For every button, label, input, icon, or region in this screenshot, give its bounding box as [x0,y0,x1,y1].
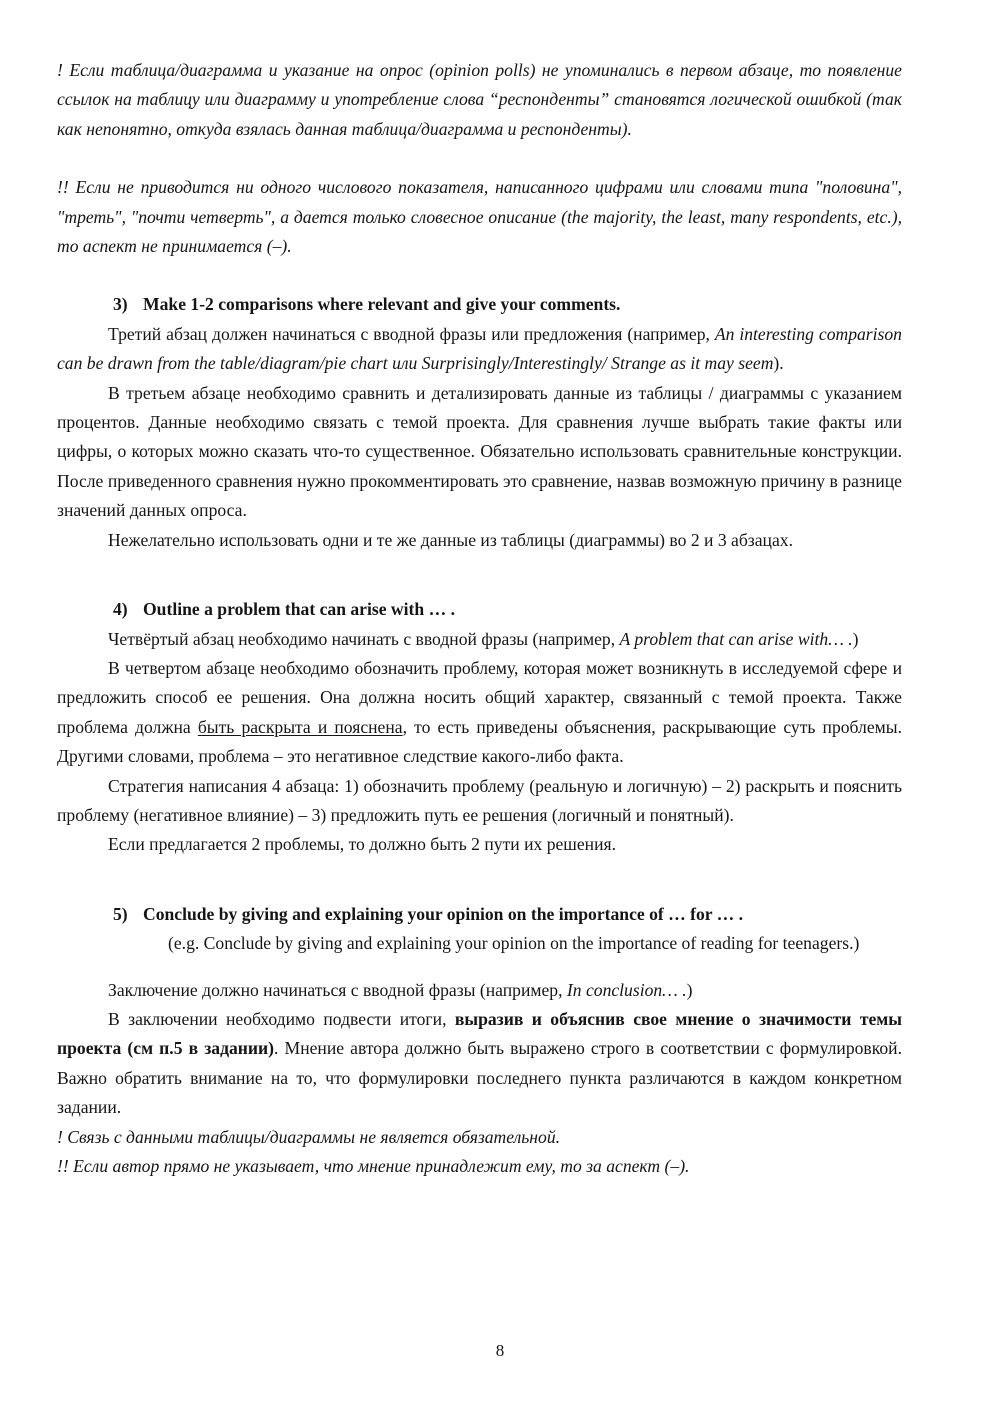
task3-par1-italic: An interesting comparison can be drawn from the table/diagram/pie chart или Surprisingly/Interestingly/ Strange as it may seem [57,323,902,374]
task3-par1-pre: Третий абзац должен начинаться с вводной фразы или предложения (например, [108,323,715,344]
task4-par1-italic: A problem that can arise with… . [619,628,853,649]
task-number-3: 3) [113,294,128,315]
task-heading-3 [57,290,902,319]
task3-paragraph-3: Нежелательно использовать одни и те же данные из таблицы (диаграммы) во 2 и 3 абзацах. [108,529,793,550]
spacer [57,860,902,900]
task3-par1-post: ). [773,353,784,374]
spacer [57,261,902,290]
task5-par1-post: ) [686,979,693,1000]
page-number: 8 [495,1341,505,1360]
task4-paragraph-1 [57,625,902,654]
page-content [57,56,902,1181]
task3-paragraph-2: В третьем абзаце необходимо сравнить и детализировать данные из таблицы / диаграммы с указанием процентов. Данные необходимо связать с темой проекта. Для сравнения лучше выбрать такие факты или цифры, о которых можно сказать что-то существенное. Обязательно использовать сравнительные конструкции. После приведенного сравнения нужно прокомментировать это сравнение, назвав возможную причину в разнице значений данных опроса. [57,382,902,521]
spacer [57,959,902,976]
task5-par2-b: . Мнение автора должно быть выражено строго в соответствии с формулировкой. Важно обратить внимание на то, что формулировки последнего пункта различаются в каждом конкретном задании. [57,1038,902,1118]
task-number-4: 4) [113,599,128,620]
task4-paragraph-4: Если предлагается 2 проблемы, то должно быть 2 пути их решения. [108,834,616,855]
task4-par2-underlined: быть раскрыта и пояснена [197,716,403,737]
remark-paragraph-1: ! Если таблица/диаграмма и указание на опрос (opinion polls) не упоминались в первом абзаце, то появление ссылок на таблицу или диаграмму и употребление слова “респонденты” становятся логической ошибкой (так как непонятно, откуда взялась данная таблица/диаграмма и респонденты). [57,60,902,139]
task5-remark-1: ! Связь с данными таблицы/диаграммы не является обязательной. [57,1126,561,1147]
task-title-3: Make 1-2 comparisons where relevant and give your comments. [143,294,621,315]
task4-paragraph-2 [57,654,902,772]
remark-paragraph-2: !! Если не приводится ни одного числового показателя, написанного цифрами или словами типа "половина", "треть", "почти четверть", а дается только словесное описание (the majority, the least, many respondents, etc.), то аспект не принимается (–). [57,177,902,257]
task5-paragraph-1 [57,976,902,1005]
task-number-5: 5) [113,903,128,924]
task3-paragraph-1 [57,320,902,379]
task5-paragraph-2 [57,1005,902,1123]
spacer [57,555,902,595]
task5-par1-pre: Заключение должно начинаться с вводной фразы (например, [108,979,567,1000]
spacer [57,144,902,173]
task5-par1-italic: In conclusion… . [566,979,687,1000]
task5-remark-2: !! Если автор прямо не указывает, что мнение принадлежит ему, то за аспект (–). [57,1156,690,1176]
task5-par2-bold: выразив и объяснив свое мнение о значимости темы проекта (см п.5 в задании) [57,1008,902,1059]
task-heading-4 [57,595,902,624]
task-heading-5 [57,900,902,929]
task-title-4: Outline a problem that can arise with … . [143,599,455,620]
task5-example: (e.g. Conclude by giving and explaining your opinion on the importance of reading for teenagers.) [168,933,860,954]
task5-par2-a: В заключении необходимо подвести итоги, [108,1008,455,1029]
task4-par2-a: В четвертом абзаце необходимо обозначить проблему, которая может возникнуть в исследуемой сфере и предложить способ ее решения. Она должна носить общий характер, связанный с темой проекта. Также проблема должна [57,657,902,737]
task4-par2-b: , то есть приведены объяснения, раскрывающие суть проблемы. Другими словами, проблема – это негативное следствие какого-либо факта. [57,716,902,767]
task4-paragraph-3: Стратегия написания 4 абзаца: 1) обозначить проблему (реальную и логичную) – 2) раскрыть и пояснить проблему (негативное влияние) – 3) предложить путь ее решения (логичный и понятный). [57,775,902,825]
task4-par1-pre: Четвёртый абзац необходимо начинать с вводной фразы (например, [108,628,620,649]
task4-par1-post: ) [852,628,859,649]
task-title-5: Conclude by giving and explaining your opinion on the importance of … for … . [143,903,744,924]
